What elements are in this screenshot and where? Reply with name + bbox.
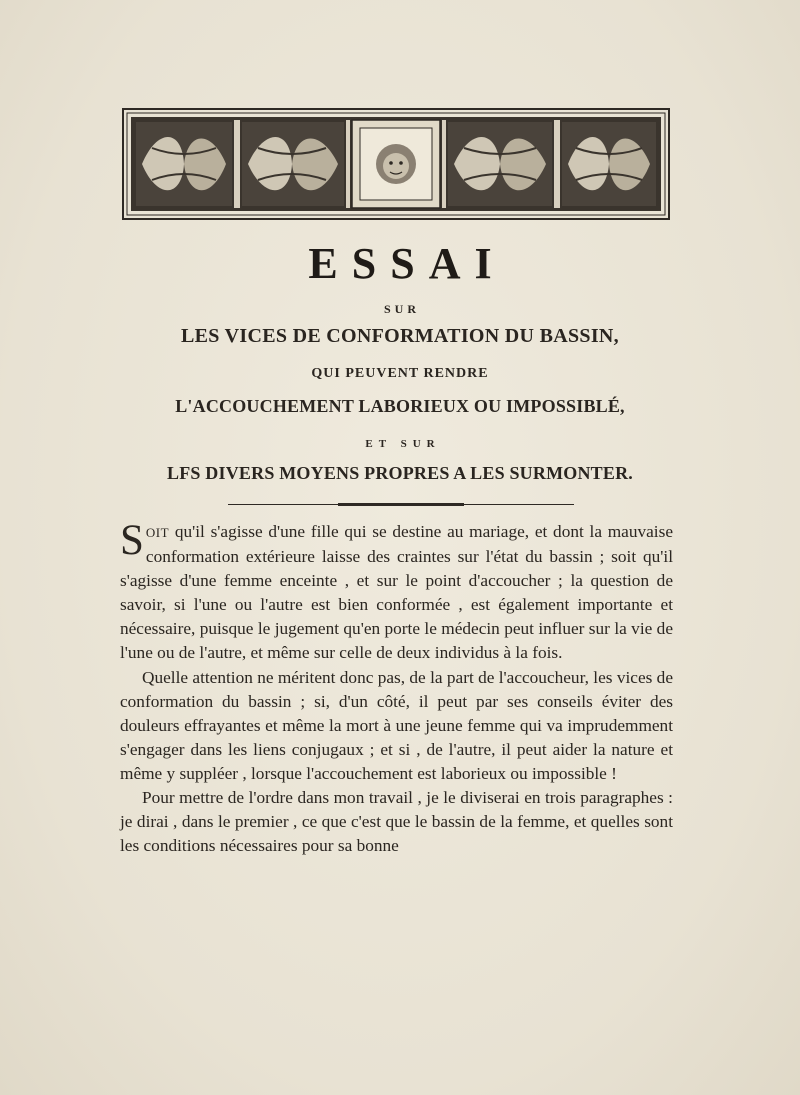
subtitle-sur: SUR (383, 302, 420, 316)
title-line-1: LES VICES DE CONFORMATION DU BASSIN, (181, 325, 619, 347)
acanthus-leaf-panel-2 (242, 122, 344, 206)
paragraph-1 (120, 517, 673, 666)
paragraph-3: Pour mettre de l'ordre dans mon travail , je le diviserai en trois paragraphes : je dirai , dans le premier , ce que c'est que le bassin de la femme, et quelles sont les conditions nécessaires pour sa bonne (120, 788, 673, 856)
subtitle-et-sur: ET SUR (365, 438, 441, 450)
title-line-4: LFS DIVERS MOYENS PROPRES A LES SURMONTER. (167, 463, 633, 483)
title-line-2: QUI PEUVENT RENDRE (311, 366, 489, 381)
center-face-medallion (352, 120, 440, 208)
small-caps-word: OIT (145, 525, 170, 540)
body-text (120, 517, 673, 858)
main-title: ESSAI (308, 239, 506, 288)
acanthus-leaf-panel-4 (562, 122, 656, 206)
decorative-headpiece (122, 108, 670, 220)
title-divider-rule (228, 503, 574, 506)
acanthus-leaf-panel-1 (136, 122, 232, 206)
paragraph-2: Quelle attention ne méritent donc pas, de la part de l'accoucheur, les vices de conformation du bassin ; si, d'un côté, il peut par ses conseils éviter des douleurs effrayantes et même la mort à une jeune femme qui va imprudemment s'engager dans les liens conjugaux ; et si , de l'autre, il peut aider la nature et même y suppléer , lorsque l'accouchement est laborieux ou impossible ! (120, 667, 673, 783)
title-line-3: L'ACCOUCHEMENT LABORIEUX OU IMPOSSIBLÉ, (175, 396, 625, 416)
acanthus-leaf-panel-3 (448, 122, 552, 206)
paragraph-1-text: qu'il s'agisse d'une fille qui se destine au mariage, et dont la mauvaise conformation extérieure laisse des craintes sur l'état du bassin ; soit qu'il s'agisse d'une femme enceinte , et sur le point d'accoucher ; la question de savoir, si l'une ou l'autre est bien conformée , est également importante et nécessaire, puisque le jugement qu'en porte le médecin peut influer sur la vie de l'une ou de l'autre, et même sur celle de deux individus à la fois. (120, 522, 673, 663)
drop-cap: S (120, 517, 144, 564)
